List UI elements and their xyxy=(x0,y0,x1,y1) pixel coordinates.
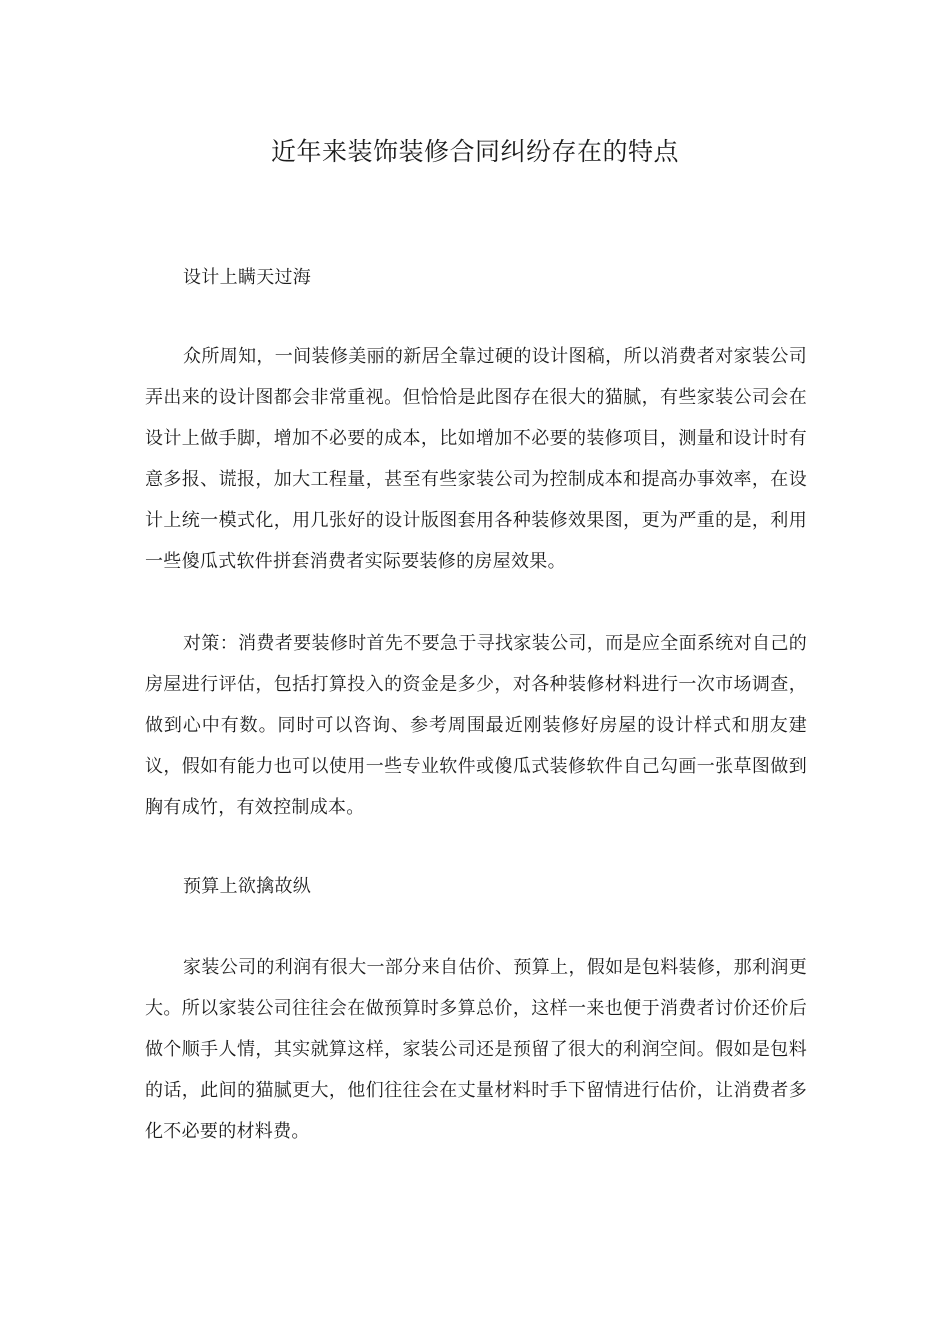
section-heading-budget: 预算上欲擒故纵 xyxy=(183,876,312,897)
paragraph-budget-issue: 家装公司的利润有很大一部分来自估价、预算上，假如是包料装修，那利润更大。所以家装公司往往会在做预算时多算总价，这样一来也便于消费者讨价还价后做个顺手人情，其实就算这样，家装公司还是预留了很大的利润空间。假如是包料的话，此间的猫腻更大，他们往往会在丈量材料时手下留情进行估价，让消费者多化不必要的材料费。 xyxy=(145,957,807,1142)
section-heading-design: 设计上瞒天过海 xyxy=(183,267,312,288)
paragraph-design-issue: 众所周知，一间装修美丽的新居全靠过硬的设计图稿，所以消费者对家装公司弄出来的设计图都会非常重视。但恰恰是此图存在很大的猫腻，有些家装公司会在设计上做手脚，增加不必要的成本，比如增加不必要的装修项目，测量和设计时有意多报、谎报，加大工程量，甚至有些家装公司为控制成本和提高办事效率，在设计上统一模式化，用几张好的设计版图套用各种装修效果图，更为严重的是，利用一些傻瓜式软件拼套消费者实际要装修的房屋效果。 xyxy=(145,346,807,572)
document-title: 近年来装饰装修合同纠纷存在的特点 xyxy=(270,137,679,166)
paragraph-design-countermeasure: 对策：消费者要装修时首先不要急于寻找家装公司，而是应全面系统对自己的房屋进行评估，包括打算投入的资金是多少，对各种装修材料进行一次市场调查，做到心中有数。同时可以咨询、参考周围最近刚装修好房屋的设计样式和朋友建议，假如有能力也可以使用一些专业软件或傻瓜式装修软件自己勾画一张草图做到胸有成竹，有效控制成本。 xyxy=(145,633,807,818)
